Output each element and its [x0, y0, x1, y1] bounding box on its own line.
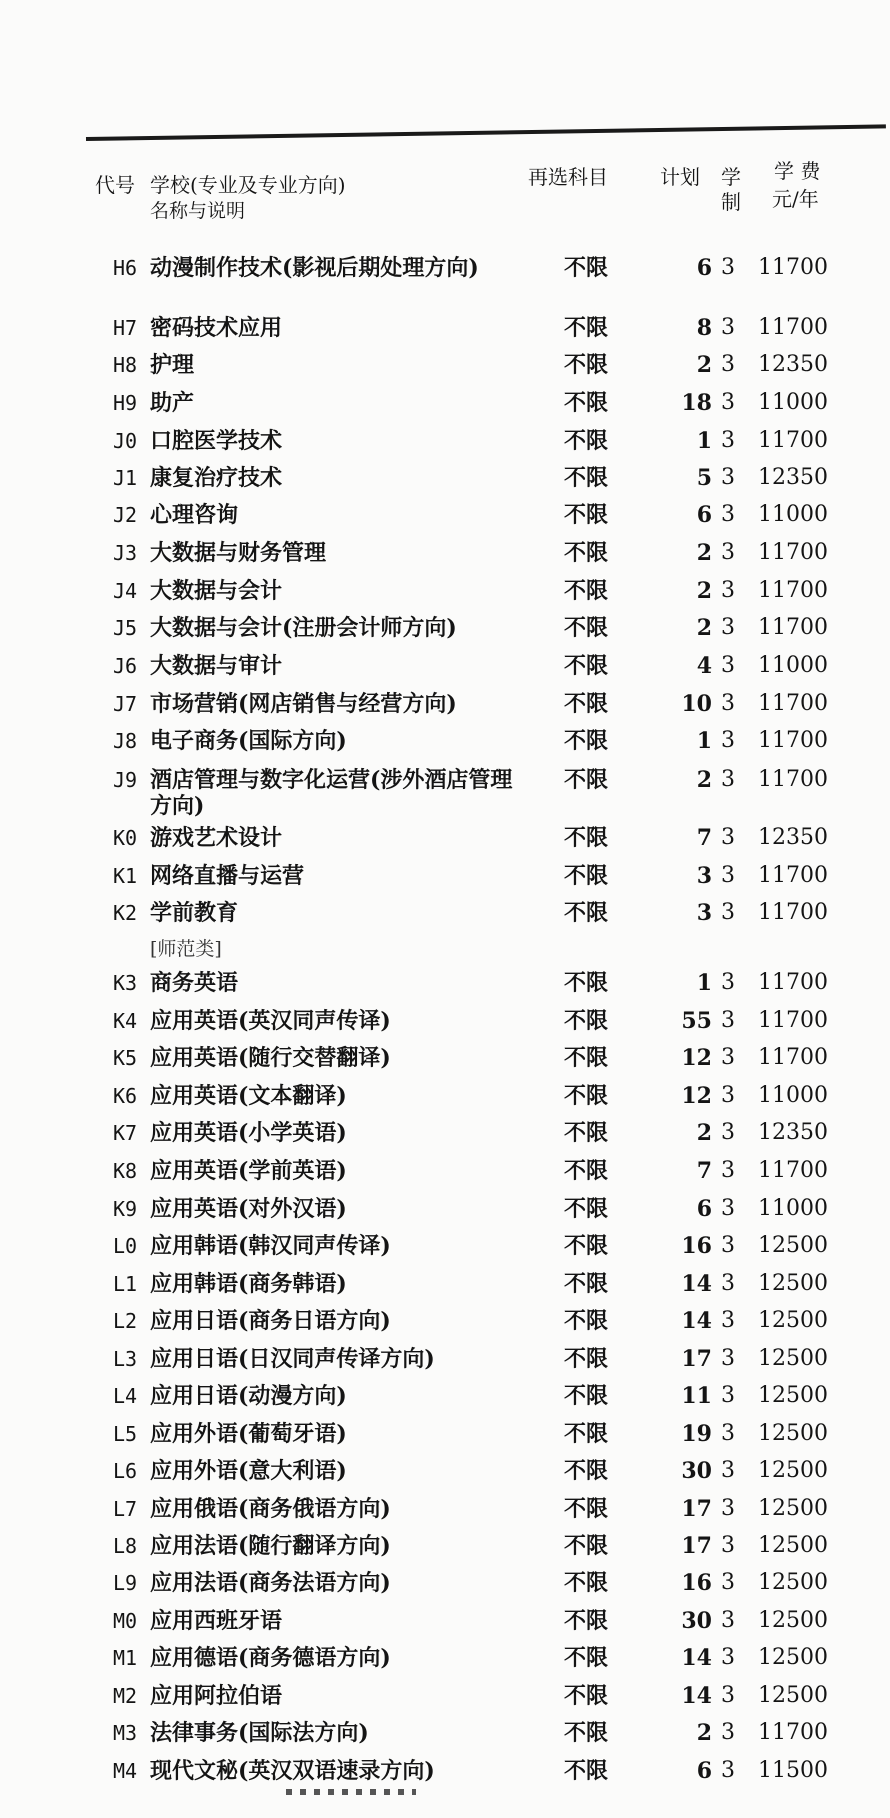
elective-subjects: 不限: [564, 315, 609, 341]
major-name: 电子商务(国际方向): [150, 728, 347, 754]
study-duration: 3: [721, 1570, 735, 1595]
study-duration: 3: [721, 767, 735, 792]
tuition-fee: 11700: [758, 1158, 828, 1183]
tuition-fee: 12500: [758, 1233, 828, 1258]
enrollment-plan: 2: [696, 767, 712, 793]
elective-subjects: 不限: [564, 1608, 609, 1634]
major-name: 大数据与审计: [150, 653, 283, 679]
major-code: J9: [113, 768, 138, 792]
study-duration: 3: [721, 1496, 735, 1521]
study-duration: 3: [721, 1083, 735, 1108]
study-duration: 3: [721, 1608, 735, 1633]
major-name: 助产: [150, 390, 195, 416]
enrollment-plan: 1: [696, 970, 712, 996]
enrollment-plan: 6: [696, 255, 712, 281]
tuition-fee: 12500: [758, 1346, 828, 1371]
major-code: L4: [113, 1384, 138, 1408]
tuition-fee: 11000: [758, 653, 828, 678]
elective-subjects: 不限: [564, 1008, 609, 1034]
major-name: 应用英语(文本翻译): [150, 1083, 347, 1109]
table-row: [0, 767, 890, 827]
study-duration: 3: [721, 691, 735, 716]
elective-subjects: 不限: [564, 502, 609, 528]
tuition-fee: 11700: [758, 578, 828, 603]
elective-subjects: 不限: [564, 728, 609, 754]
enrollment-plan: 6: [696, 1196, 712, 1222]
major-code: K3: [113, 971, 138, 995]
major-name: 口腔医学技术: [150, 428, 283, 454]
major-name: 学前教育: [150, 900, 239, 926]
major-name: 应用日语(动漫方向): [150, 1383, 347, 1409]
elective-subjects: 不限: [564, 1308, 609, 1334]
tuition-fee: 11700: [758, 315, 828, 340]
enrollment-plan: 7: [696, 1158, 712, 1184]
elective-subjects: 不限: [564, 1083, 609, 1109]
elective-subjects: 不限: [564, 1196, 609, 1222]
major-name: 应用韩语(商务韩语): [150, 1271, 347, 1297]
tuition-fee: 12500: [758, 1271, 828, 1296]
tuition-fee: 11500: [758, 1758, 828, 1783]
major-code: M0: [113, 1609, 138, 1633]
major-code: K5: [113, 1046, 138, 1070]
enrollment-plan: 2: [696, 352, 712, 378]
major-code: L6: [113, 1459, 138, 1483]
tuition-fee: 12500: [758, 1458, 828, 1483]
tuition-fee: 11700: [758, 1045, 828, 1070]
major-code: J7: [113, 692, 138, 716]
header-code: 代号: [95, 173, 135, 197]
study-duration: 3: [721, 1346, 735, 1371]
elective-subjects: 不限: [564, 465, 609, 491]
study-duration: 3: [721, 540, 735, 565]
study-duration: 3: [721, 863, 735, 888]
major-name: 应用外语(意大利语): [150, 1458, 347, 1484]
major-code: M3: [113, 1721, 138, 1745]
major-name: 应用日语(日汉同声传译方向): [150, 1346, 435, 1372]
major-code: K7: [113, 1121, 138, 1145]
elective-subjects: 不限: [564, 255, 609, 281]
study-duration: 3: [721, 1308, 735, 1333]
elective-subjects: 不限: [564, 1421, 609, 1447]
major-code: K8: [113, 1159, 138, 1183]
study-duration: 3: [721, 653, 735, 678]
enrollment-plan: 16: [681, 1570, 712, 1596]
enrollment-plan: 16: [681, 1233, 712, 1259]
table-row: [0, 255, 890, 315]
major-code: J6: [113, 654, 138, 678]
major-name: 应用英语(学前英语): [150, 1158, 347, 1184]
study-duration: 3: [721, 1383, 735, 1408]
study-duration: 3: [721, 1645, 735, 1670]
major-name: 市场营销(网店销售与经营方向): [150, 691, 457, 717]
header-school: 学校(专业及专业方向): [150, 173, 346, 197]
enrollment-plan: 7: [696, 825, 712, 851]
header-plan: 计划: [660, 165, 700, 189]
enrollment-plan: 55: [681, 1008, 712, 1034]
major-code: H6: [113, 256, 138, 280]
tuition-fee: 12350: [758, 352, 828, 377]
tuition-fee: 11700: [758, 1008, 828, 1033]
header-fee-top: 学 费: [774, 159, 821, 183]
major-name: 大数据与会计(注册会计师方向): [150, 615, 457, 641]
study-duration: 3: [721, 1271, 735, 1296]
enrollment-plan: 14: [681, 1683, 712, 1709]
study-duration: 3: [721, 1120, 735, 1145]
study-duration: 3: [721, 1158, 735, 1183]
table-row: [0, 900, 890, 960]
major-code: J0: [113, 429, 138, 453]
tuition-fee: 11700: [758, 767, 828, 792]
elective-subjects: 不限: [564, 653, 609, 679]
elective-subjects: 不限: [564, 863, 609, 889]
elective-subjects: 不限: [564, 615, 609, 641]
major-code: J2: [113, 503, 138, 527]
study-duration: 3: [721, 1720, 735, 1745]
elective-subjects: 不限: [564, 1570, 609, 1596]
tuition-fee: 11700: [758, 900, 828, 925]
major-code: M4: [113, 1759, 138, 1783]
major-name: 应用外语(葡萄牙语): [150, 1421, 347, 1447]
major-name: 应用英语(随行交替翻译): [150, 1045, 391, 1071]
major-name: 应用英语(对外汉语): [150, 1196, 347, 1222]
enrollment-plan: 1: [696, 428, 712, 454]
header-fee-bottom: 元/年: [772, 187, 819, 211]
major-code: J3: [113, 541, 138, 565]
table-row: [0, 1758, 890, 1818]
enrollment-plan: 3: [696, 863, 712, 889]
enrollment-plan: 8: [696, 315, 712, 341]
enrollment-plan: 30: [681, 1458, 712, 1484]
study-duration: 3: [721, 1008, 735, 1033]
enrollment-plan: 5: [696, 465, 712, 491]
elective-subjects: 不限: [564, 1533, 609, 1559]
tuition-fee: 11700: [758, 863, 828, 888]
major-code: H8: [113, 353, 138, 377]
elective-subjects: 不限: [564, 1383, 609, 1409]
major-code: L5: [113, 1422, 138, 1446]
elective-subjects: 不限: [564, 1271, 609, 1297]
major-name: 心理咨询: [150, 502, 239, 528]
major-code: K0: [113, 826, 138, 850]
major-code: K9: [113, 1197, 138, 1221]
tuition-fee: 12500: [758, 1570, 828, 1595]
major-code: M1: [113, 1646, 138, 1670]
study-duration: 3: [721, 1533, 735, 1558]
major-name: 酒店管理与数字化运营(涉外酒店管理方向): [150, 767, 513, 819]
study-duration: 3: [721, 465, 735, 490]
enrollment-plan: 3: [696, 900, 712, 926]
tuition-fee: 12500: [758, 1683, 828, 1708]
enrollment-plan: 17: [681, 1496, 712, 1522]
elective-subjects: 不限: [564, 390, 609, 416]
major-name: 法律事务(国际法方向): [150, 1720, 369, 1746]
tuition-fee: 11700: [758, 428, 828, 453]
study-duration: 3: [721, 578, 735, 603]
major-code: M2: [113, 1684, 138, 1708]
elective-subjects: 不限: [564, 540, 609, 566]
tuition-fee: 11700: [758, 1720, 828, 1745]
tuition-fee: 12350: [758, 825, 828, 850]
header-duration-top: 学: [721, 165, 741, 189]
study-duration: 3: [721, 1045, 735, 1070]
enrollment-plan: 6: [696, 1758, 712, 1784]
elective-subjects: 不限: [564, 970, 609, 996]
tuition-fee: 11700: [758, 728, 828, 753]
study-duration: 3: [721, 615, 735, 640]
major-code: L2: [113, 1309, 138, 1333]
study-duration: 3: [721, 352, 735, 377]
enrollment-plan: 2: [696, 578, 712, 604]
tuition-fee: 11700: [758, 691, 828, 716]
major-name: 网络直播与运营: [150, 863, 305, 889]
study-duration: 3: [721, 255, 735, 280]
enrollment-plan: 17: [681, 1533, 712, 1559]
study-duration: 3: [721, 1421, 735, 1446]
enrollment-plan: 14: [681, 1645, 712, 1671]
enrollment-plan: 1: [696, 728, 712, 754]
enrollment-plan: 6: [696, 502, 712, 528]
enrollment-plan: 2: [696, 615, 712, 641]
major-name: 应用西班牙语: [150, 1608, 283, 1634]
major-code: J4: [113, 579, 138, 603]
major-code: L8: [113, 1534, 138, 1558]
major-code: J1: [113, 466, 138, 490]
elective-subjects: 不限: [564, 1045, 609, 1071]
elective-subjects: 不限: [564, 578, 609, 604]
major-name: 应用韩语(韩汉同声传译): [150, 1233, 391, 1259]
enrollment-plan: 12: [681, 1045, 712, 1071]
study-duration: 3: [721, 1758, 735, 1783]
tuition-fee: 11000: [758, 502, 828, 527]
major-name: 应用阿拉伯语: [150, 1683, 283, 1709]
tuition-fee: 11000: [758, 390, 828, 415]
elective-subjects: 不限: [564, 825, 609, 851]
study-duration: 3: [721, 728, 735, 753]
major-code: L9: [113, 1571, 138, 1595]
elective-subjects: 不限: [564, 1496, 609, 1522]
major-code: K6: [113, 1084, 138, 1108]
major-name: 游戏艺术设计: [150, 825, 283, 851]
enrollment-plan: 12: [681, 1083, 712, 1109]
major-code: J8: [113, 729, 138, 753]
major-code: H7: [113, 316, 138, 340]
enrollment-plan: 18: [681, 390, 712, 416]
major-name: 应用英语(小学英语): [150, 1120, 347, 1146]
study-duration: 3: [721, 1196, 735, 1221]
elective-subjects: 不限: [564, 691, 609, 717]
major-name: 应用法语(随行翻译方向): [150, 1533, 391, 1559]
major-code: L1: [113, 1272, 138, 1296]
study-duration: 3: [721, 970, 735, 995]
enrollment-plan: 10: [681, 691, 712, 717]
major-code: H9: [113, 391, 138, 415]
enrollment-plan: 14: [681, 1271, 712, 1297]
study-duration: 3: [721, 1233, 735, 1258]
major-name: 应用日语(商务日语方向): [150, 1308, 391, 1334]
enrollment-plan: 19: [681, 1421, 712, 1447]
tuition-fee: 11700: [758, 970, 828, 995]
elective-subjects: 不限: [564, 1158, 609, 1184]
tuition-fee: 12500: [758, 1383, 828, 1408]
elective-subjects: 不限: [564, 767, 609, 793]
enrollment-plan: 30: [681, 1608, 712, 1634]
tuition-fee: 11000: [758, 1196, 828, 1221]
tuition-fee: 12350: [758, 465, 828, 490]
major-name: 康复治疗技术: [150, 465, 283, 491]
major-name: 大数据与会计: [150, 578, 283, 604]
elective-subjects: 不限: [564, 900, 609, 926]
study-duration: 3: [721, 900, 735, 925]
elective-subjects: 不限: [564, 1346, 609, 1372]
enrollment-plan: 17: [681, 1346, 712, 1372]
study-duration: 3: [721, 428, 735, 453]
tuition-fee: 12500: [758, 1533, 828, 1558]
tuition-fee: 12500: [758, 1608, 828, 1633]
major-name: 应用英语(英汉同声传译): [150, 1008, 391, 1034]
major-name: 动漫制作技术(影视后期处理方向): [150, 255, 479, 281]
major-note: [师范类]: [150, 938, 222, 960]
major-name: 应用俄语(商务俄语方向): [150, 1496, 391, 1522]
study-duration: 3: [721, 390, 735, 415]
major-name: 应用德语(商务德语方向): [150, 1645, 391, 1671]
major-code: L3: [113, 1347, 138, 1371]
elective-subjects: 不限: [564, 428, 609, 454]
study-duration: 3: [721, 1683, 735, 1708]
header-duration-bottom: 制: [721, 190, 741, 214]
major-name: 护理: [150, 352, 195, 378]
tuition-fee: 11700: [758, 540, 828, 565]
elective-subjects: 不限: [564, 1720, 609, 1746]
elective-subjects: 不限: [564, 1120, 609, 1146]
elective-subjects: 不限: [564, 1458, 609, 1484]
major-name: 密码技术应用: [150, 315, 283, 341]
elective-subjects: 不限: [564, 1645, 609, 1671]
major-name: 商务英语: [150, 970, 239, 996]
major-code: J5: [113, 616, 138, 640]
study-duration: 3: [721, 1458, 735, 1483]
cut-off-text-fragment: [286, 1789, 416, 1795]
enrollment-plan: 2: [696, 1120, 712, 1146]
header-school-sub: 名称与说明: [150, 200, 246, 222]
tuition-fee: 11700: [758, 255, 828, 280]
tuition-fee: 12500: [758, 1308, 828, 1333]
tuition-fee: 11700: [758, 615, 828, 640]
major-code: L7: [113, 1497, 138, 1521]
major-code: K2: [113, 901, 138, 925]
major-code: K1: [113, 864, 138, 888]
study-duration: 3: [721, 502, 735, 527]
enrollment-plan: 11: [681, 1383, 712, 1409]
enrollment-plan: 14: [681, 1308, 712, 1334]
tuition-fee: 12500: [758, 1645, 828, 1670]
header-subjects: 再选科目: [528, 165, 608, 189]
elective-subjects: 不限: [564, 1683, 609, 1709]
enrollment-plan: 2: [696, 540, 712, 566]
major-name: 大数据与财务管理: [150, 540, 327, 566]
elective-subjects: 不限: [564, 352, 609, 378]
tuition-fee: 11000: [758, 1083, 828, 1108]
tuition-fee: 12350: [758, 1120, 828, 1145]
enrollment-plan: 4: [696, 653, 712, 679]
major-code: L0: [113, 1234, 138, 1258]
tuition-fee: 12500: [758, 1421, 828, 1446]
study-duration: 3: [721, 825, 735, 850]
elective-subjects: 不限: [564, 1758, 609, 1784]
major-name: 应用法语(商务法语方向): [150, 1570, 391, 1596]
major-name: 现代文秘(英汉双语速录方向): [150, 1758, 435, 1784]
tuition-fee: 12500: [758, 1496, 828, 1521]
enrollment-plan: 2: [696, 1720, 712, 1746]
study-duration: 3: [721, 315, 735, 340]
elective-subjects: 不限: [564, 1233, 609, 1259]
major-code: K4: [113, 1009, 138, 1033]
